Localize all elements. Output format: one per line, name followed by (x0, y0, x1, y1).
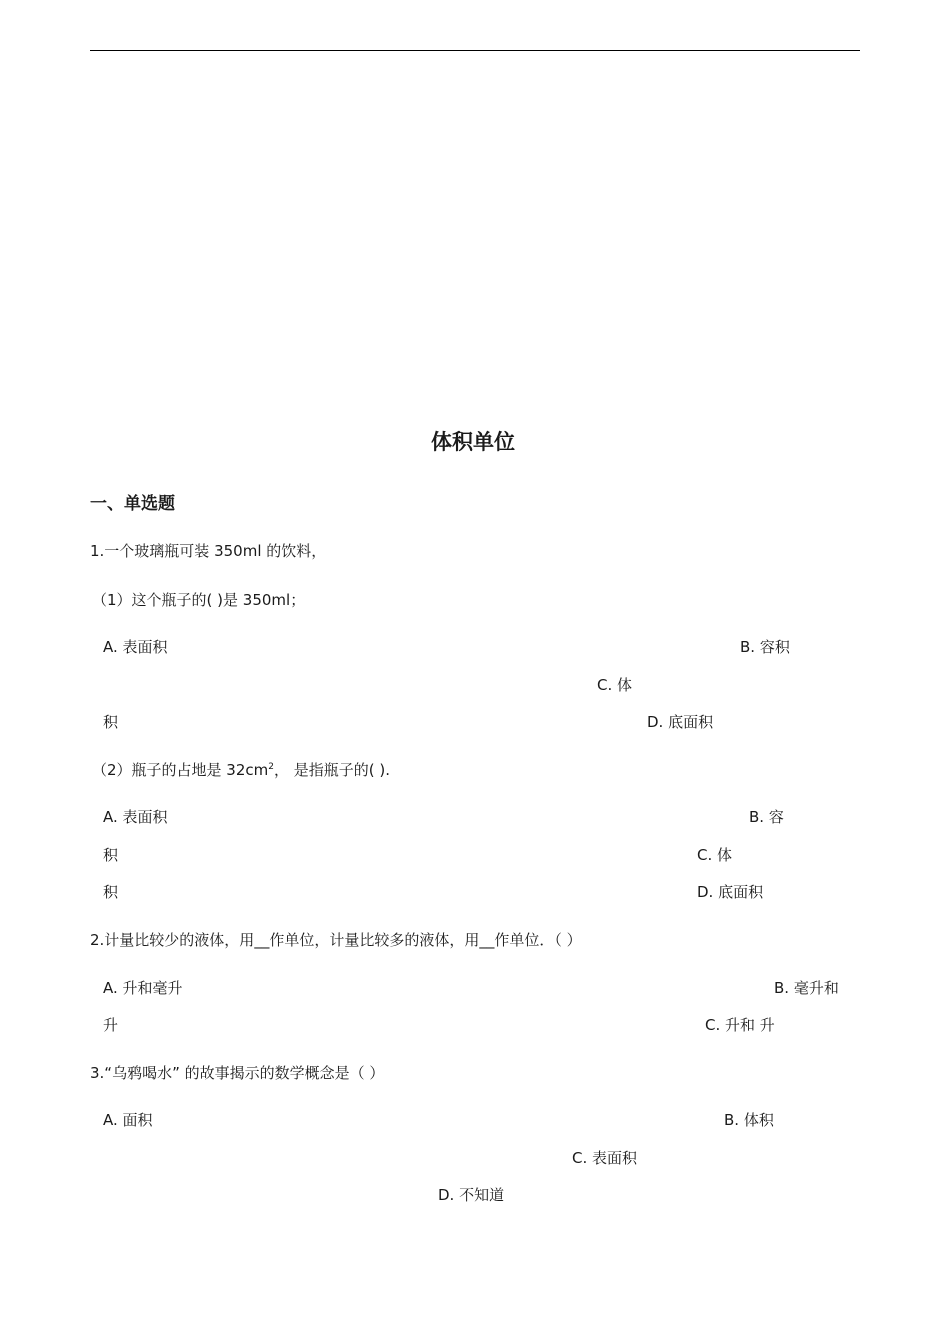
q3-option-a[interactable]: A. 面积 (103, 1111, 153, 1129)
q1-2-option-c[interactable]: C. 体 (697, 846, 733, 864)
q3-option-c[interactable]: C. 表面积 (572, 1149, 638, 1167)
document-title: 体积单位 (431, 430, 515, 454)
question-2-stem: 2.计量比较少的液体，用__作单位，计量比较多的液体，用__作单位．（ ） (90, 931, 582, 949)
question-3-stem: 3.“乌鸦喝水” 的故事揭示的数学概念是（ ） (90, 1064, 385, 1082)
q3-option-d[interactable]: D. 不知道 (438, 1186, 505, 1204)
unit-superscript: 2 (268, 762, 274, 772)
q1-2-option-d[interactable]: D. 底面积 (697, 883, 764, 901)
q1-2-option-c-wrap: 积 (103, 883, 119, 901)
q2-option-b-wrap: 升 (103, 1016, 119, 1034)
q3-option-b[interactable]: B. 体积 (724, 1111, 774, 1129)
q1-1-option-c[interactable]: C. 体 (597, 676, 633, 694)
q1-2-option-b-wrap: 积 (103, 846, 119, 864)
q2-option-a[interactable]: A. 升和毫升 (103, 979, 183, 997)
q1-2-option-b[interactable]: B. 容 (749, 808, 784, 826)
q1-1-option-d[interactable]: D. 底面积 (647, 713, 714, 731)
question-1-part-1-stem: （1）这个瓶子的( )是 350ml； (92, 591, 306, 609)
question-1-part-2-stem: （2）瓶子的占地是 $32cm^2$， 是指瓶子的( ). (92, 761, 391, 779)
q2-option-b[interactable]: B. 毫升和 (774, 979, 839, 997)
section-heading: 一、单选题 (90, 494, 175, 514)
q1-1-option-c-wrap: 积 (103, 713, 119, 731)
q2-option-c[interactable]: C. 升和 升 (705, 1016, 775, 1034)
q1-1-option-b[interactable]: B. 容积 (740, 638, 790, 656)
q1-1-option-a[interactable]: A. 表面积 (103, 638, 168, 656)
question-1-stem: 1.一个玻璃瓶可装 350ml 的饮料， (90, 542, 327, 560)
q1-2-option-a[interactable]: A. 表面积 (103, 808, 168, 826)
header-rule (90, 50, 860, 51)
